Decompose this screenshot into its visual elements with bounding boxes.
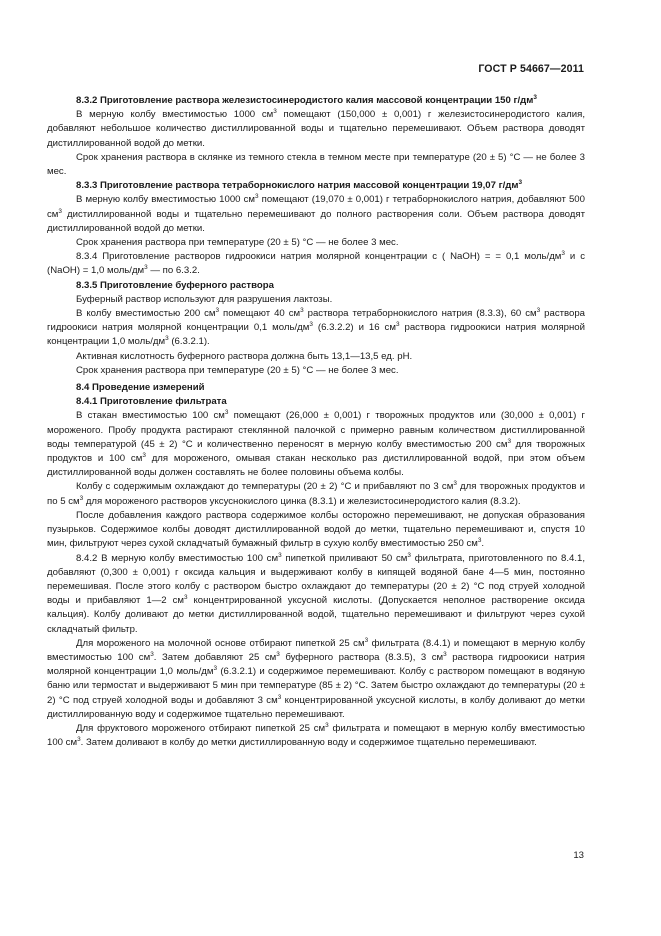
paragraph: Для фруктового мороженого отбирают пипеткой 25 $см^3$ фильтрата и помещают в мерную колбу вместимостью 100 $см^3$. Затем доливают в колбу до метки дистиллированную воду и содержимое тщательно перемешивают. [47, 721, 585, 749]
page-number: 13 [573, 850, 584, 861]
section-heading-8-4-1: 8.4.1 Приготовление фильтрата [76, 396, 227, 408]
document-body [47, 94, 585, 750]
paragraph: Срок хранения раствора в склянке из темного стекла в темном месте при температуре (20 ± 5) °С — не более 3 мес. [47, 151, 585, 178]
paragraph: Активная кислотность буферного раствора должна быть 13,1—13,5 ед. pH. [76, 350, 413, 362]
paragraph-8-4-2: 8.4.2 В мерную колбу вместимостью 100 $см^3$ пипеткой приливают 50 $см^3$ фильтрата, приготовленного по 8.4.1, добавляют (0,300 ± 0,001) г оксида кальция и выдерживают колбу в кипящей водяной бане 4—5 мин, постоянно перемешивая. После этого колбу с раствором быстро охлаждают до температуры (20 ± 2) °С под струей холодной воды и прибавляют 1—2 $см^3$ концентрированной уксусной кислоты. (Допускается неполное растворение оксида кальция). Колбу доливают до метки дистиллированной водой, тщательно перемешивают и фильтруют через сухой складчатый фильтр. [47, 551, 586, 635]
paragraph: В колбу вместимостью 200 $см^3$ помещают 40 $см^3$ раствора тетраборнокислого натрия (8.3.3), 60 $см^3$ раствора гидроокиси натрия молярной концентрации 0,1 моль/$дм^3$ (6.3.2.2) и 16 $см^3$ раствора гидроокиси натрия молярной концентрации 1,0 моль/$дм^3$ (6.3.2.1). [47, 307, 586, 348]
paragraph: Буферный раствор используют для разрушения лактозы. [76, 293, 333, 305]
section-heading-8-3-5: 8.3.5 Приготовление буферного раствора [76, 279, 274, 291]
paragraph: В стакан вместимостью 100 $см^3$ помещают (26,000 ± 0,001) г творожных продуктов или (30,000 ± 0,001) г мороженого. Пробу продукта растирают стеклянной палочкой с примерно равным количеством дистиллированной воды температурой (45 ± 2) °С и количественно переносят в мерную колбу вместимостью 200 $см^3$ для творожных продуктов и 100 $см^3$ для мороженого, омывая стакан несколько раз дистиллированной водой, при этом объем дистиллированной воды должен составлять не более половины объема колбы. [47, 409, 585, 479]
paragraph-8-3-4: 8.3.4 Приготовление растворов гидроокиси натрия молярной концентрации с ( NaOH) = = 0,1 моль/$дм^3$ и с (NaOH) = 1,0 моль/$дм^3$ — по 6.3.2. [47, 250, 585, 277]
document-header: ГОСТ Р 54667—2011 [478, 63, 584, 75]
paragraph: Колбу с содержимым охлаждают до температуры (20 ± 2) °С и прибавляют по 3 $см^3$ для творожных продуктов и по 5 $см^3$ для мороженого растворов уксуснокислого цинка (8.3.1) и железистосинеродистого калия (8.3.2). [47, 480, 585, 507]
section-heading-8-4: 8.4 Проведение измерений [76, 382, 205, 394]
section-heading-8-3-2: 8.3.2 Приготовление раствора железистосинеродистого калия массовой концентрации 150 $г/дм^3$ [76, 94, 537, 106]
paragraph: Срок хранения раствора при температуре (20 ± 5) °С — не более 3 мес. [76, 237, 399, 249]
paragraph: Для мороженого на молочной основе отбирают пипеткой 25 $см^3$ фильтрата (8.4.1) и помещают в мерную колбу вместимостью 100 $см^3$. Затем добавляют 25 $см^3$ буферного раствора (8.3.5), 3 $см^3$ раствора гидроокиси натрия молярной концентрации 1,0 моль/$дм^3$ (6.3.2.1) и содержимое перемешивают. Колбу с раствором помещают в водяную баню или термостат и выдерживают 5 мин при температуре (85 ± 2) °С. Затем быстро охлаждают до температуры (20 ± 2) °С под струей холодной воды и добавляют 3 $см^3$ концентрированной уксусной кислоты, в колбу доливают до метки дистиллированную воду и содержимое тщательно перемешивают. [47, 636, 586, 720]
paragraph: После добавления каждого раствора содержимое колбы осторожно перемешивают, не допуская образования пузырьков. Содержимое колбы доводят дистиллированной водой до метки, тщательно перемешивают и, спустя 10 мин, фильтруют через сухой складчатый бумажный фильтр в сухую колбу вместимостью 250 $см^3$. [47, 509, 585, 550]
paragraph: В мерную колбу вместимостью 1000 $см^3$ помещают (150,000 ± 0,001) г железистосинеродистого калия, добавляют небольшое количество дистиллированной воды и тщательно перемешивают. Объем раствора доводят дистиллированной водой до метки. [47, 108, 585, 149]
paragraph: В мерную колбу вместимостью 1000 $см^3$ помещают (19,070 ± 0,001) г тетраборнокислого натрия, добавляют 500 $см^3$ дистиллированной воды и тщательно перемешивают до полного растворения соли. Объем раствора доводят дистиллированной водой до метки. [47, 193, 585, 234]
section-heading-8-3-3: 8.3.3 Приготовление раствора тетраборнокислого натрия массовой концентрации 19,07 $г/дм^3$ [76, 179, 523, 192]
paragraph: Срок хранения раствора при температуре (20 ± 5) °С — не более 3 мес. [76, 364, 399, 376]
